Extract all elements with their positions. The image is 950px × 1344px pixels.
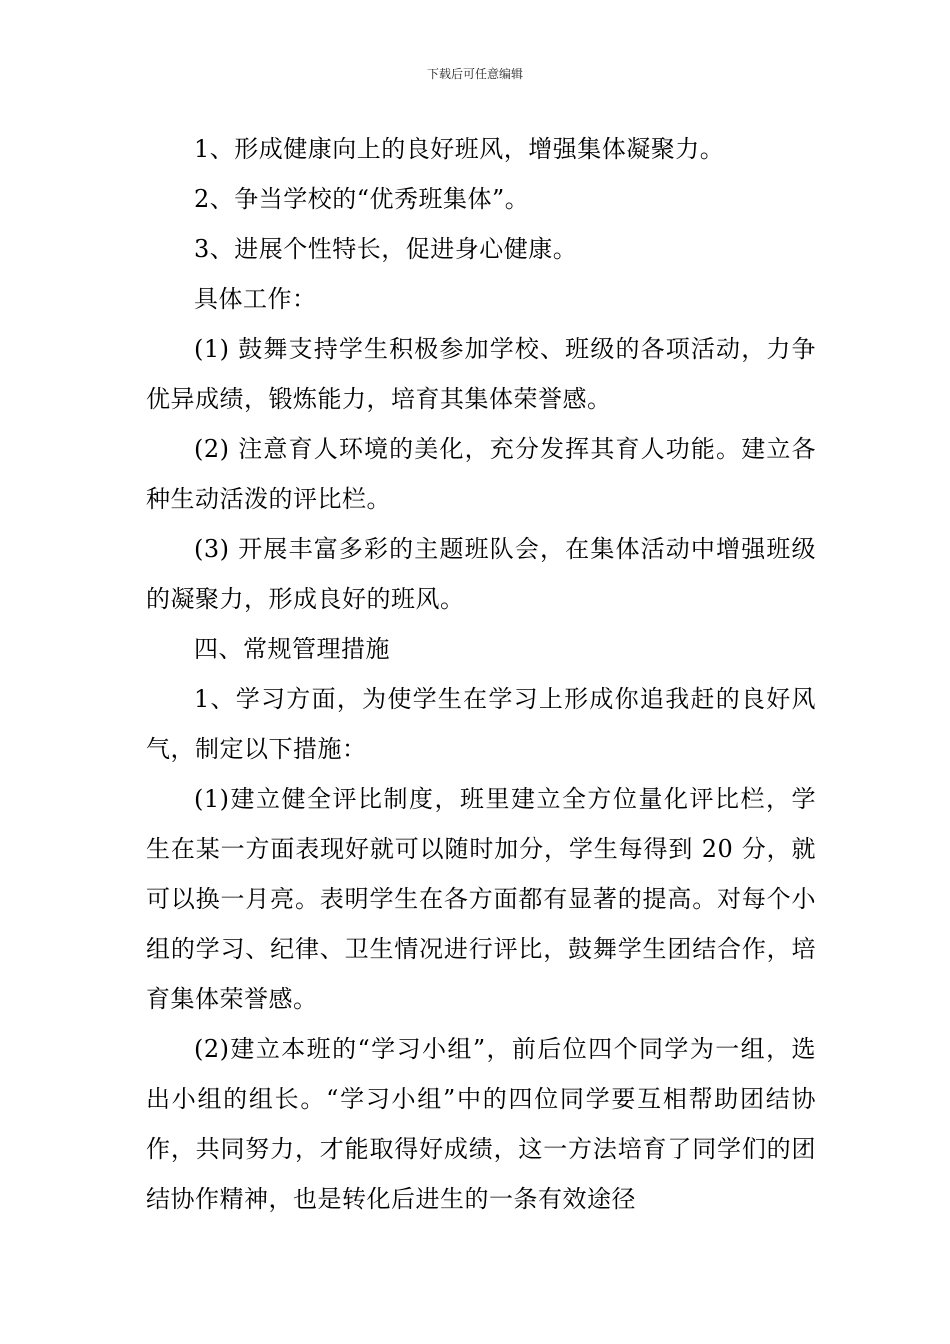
section-heading-routine-management: 四、常规管理措施 [194, 635, 390, 663]
paragraph-goal-1: 1、形成健康向上的良好班风，增强集体凝聚力。 [194, 135, 725, 163]
paragraph-specific-work-heading: 具体工作： [194, 285, 317, 313]
paragraph-goal-2: 2、争当学校的“优秀班集体”。 [194, 185, 530, 213]
document-body [146, 124, 816, 1224]
paragraph-measure-1: (1)建立健全评比制度，班里建立全方位量化评比栏，学生在某一方面表现好就可以随时加分，学生每得到 20 分，就可以换一月亮。表明学生在各方面都有显著的提高。对每个小组的学习、纪律、卫生情况进行评比，鼓舞学生团结合作，培育集体荣誉感。 [146, 785, 816, 1013]
paragraph-measure-2: (2)建立本班的“学习小组”，前后位四个同学为一组，选出小组的组长。“学习小组”中的四位同学要互相帮助团结协作，共同努力，才能取得好成绩，这一方法培育了同学们的团结协作精神，也是转化后进生的一条有效途径 [146, 1035, 816, 1213]
paragraph-goal-3: 3、进展个性特长，促进身心健康。 [194, 235, 578, 263]
paragraph-work-item-2: (2) 注意育人环境的美化，充分发挥其育人功能。建立各种生动活泼的评比栏。 [146, 435, 816, 513]
paragraph-work-item-1: (1) 鼓舞支持学生积极参加学校、班级的各项活动，力争优异成绩，锻炼能力，培育其集体荣誉感。 [146, 335, 816, 413]
page-header: 下载后可任意编辑 [426, 67, 523, 81]
paragraph-study-measures: 1、学习方面，为使学生在学习上形成你追我赶的良好风气，制定以下措施： [146, 685, 816, 763]
paragraph-work-item-3: (3) 开展丰富多彩的主题班队会，在集体活动中增强班级的凝聚力，形成良好的班风。 [146, 535, 816, 613]
